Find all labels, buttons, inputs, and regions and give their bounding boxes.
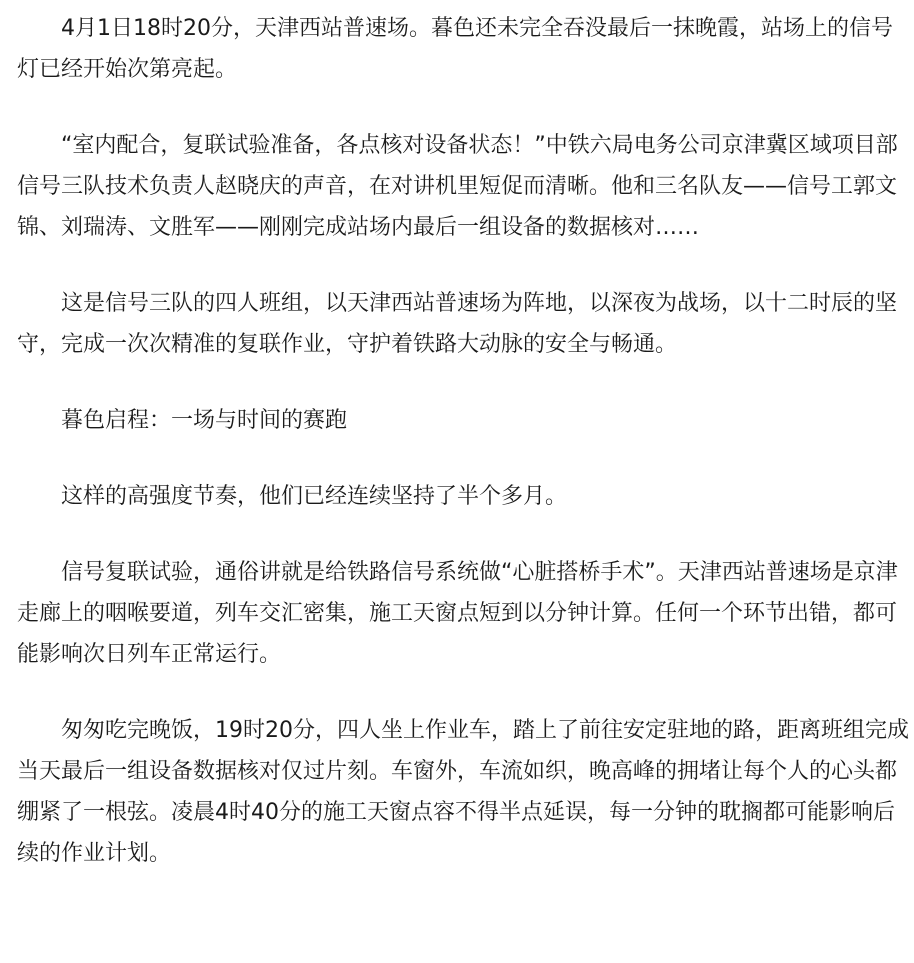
paragraph-spacer <box>17 365 910 400</box>
section-heading: 暮色启程：一场与时间的赛跑 <box>61 408 348 433</box>
paragraph-explanation: 信号复联试验，通俗讲就是给铁路信号系统做“心脏搭桥手术”。天津西站普速场是京津走廊上的咽喉要道，列车交汇密集，施工天窗点短到以分钟计算。任何一个环节出错，都可能影响次日列车正常运行。 <box>17 560 898 667</box>
paragraph-radio-call: “室内配合，复联试验准备，各点核对设备状态！”中铁六局电务公司京津冀区域项目部信号三队技术负责人赵晓庆的声音，在对讲机里短促而清晰。他和三名队友——信号工郭文锦、刘瑞涛、文胜军——刚刚完成站场内最后一组设备的数据核对…… <box>17 133 898 240</box>
paragraph-spacer <box>17 517 910 552</box>
paragraph-departure: 匆匆吃完晚饭，19时20分，四人坐上作业车，踏上了前往安定驻地的路，距离班组完成当天最后一组设备数据核对仅过片刻。车窗外，车流如织，晚高峰的拥堵让每个人的心头都绷紧了一根弦。凌晨4时40分的施工天窗点容不得半点延误，每一分钟的耽搁都可能影响后续的作业计划。 <box>17 718 909 866</box>
paragraph-spacer <box>17 441 910 476</box>
paragraph-team-intro: 这是信号三队的四人班组，以天津西站普速场为阵地，以深夜为战场，以十二时辰的坚守，完成一次次精准的复联作业，守护着铁路大动脉的安全与畅通。 <box>17 291 898 357</box>
paragraph-spacer <box>17 675 910 710</box>
article-body <box>17 0 910 874</box>
paragraph-intensity: 这样的高强度节奏，他们已经连续坚持了半个多月。 <box>61 484 568 509</box>
paragraph-spacer <box>17 248 910 283</box>
paragraph-spacer <box>17 90 910 125</box>
paragraph-opening: 4月1日18时20分，天津西站普速场。暮色还未完全吞没最后一抹晚霞，站场上的信号灯已经开始次第亮起。 <box>17 16 893 82</box>
